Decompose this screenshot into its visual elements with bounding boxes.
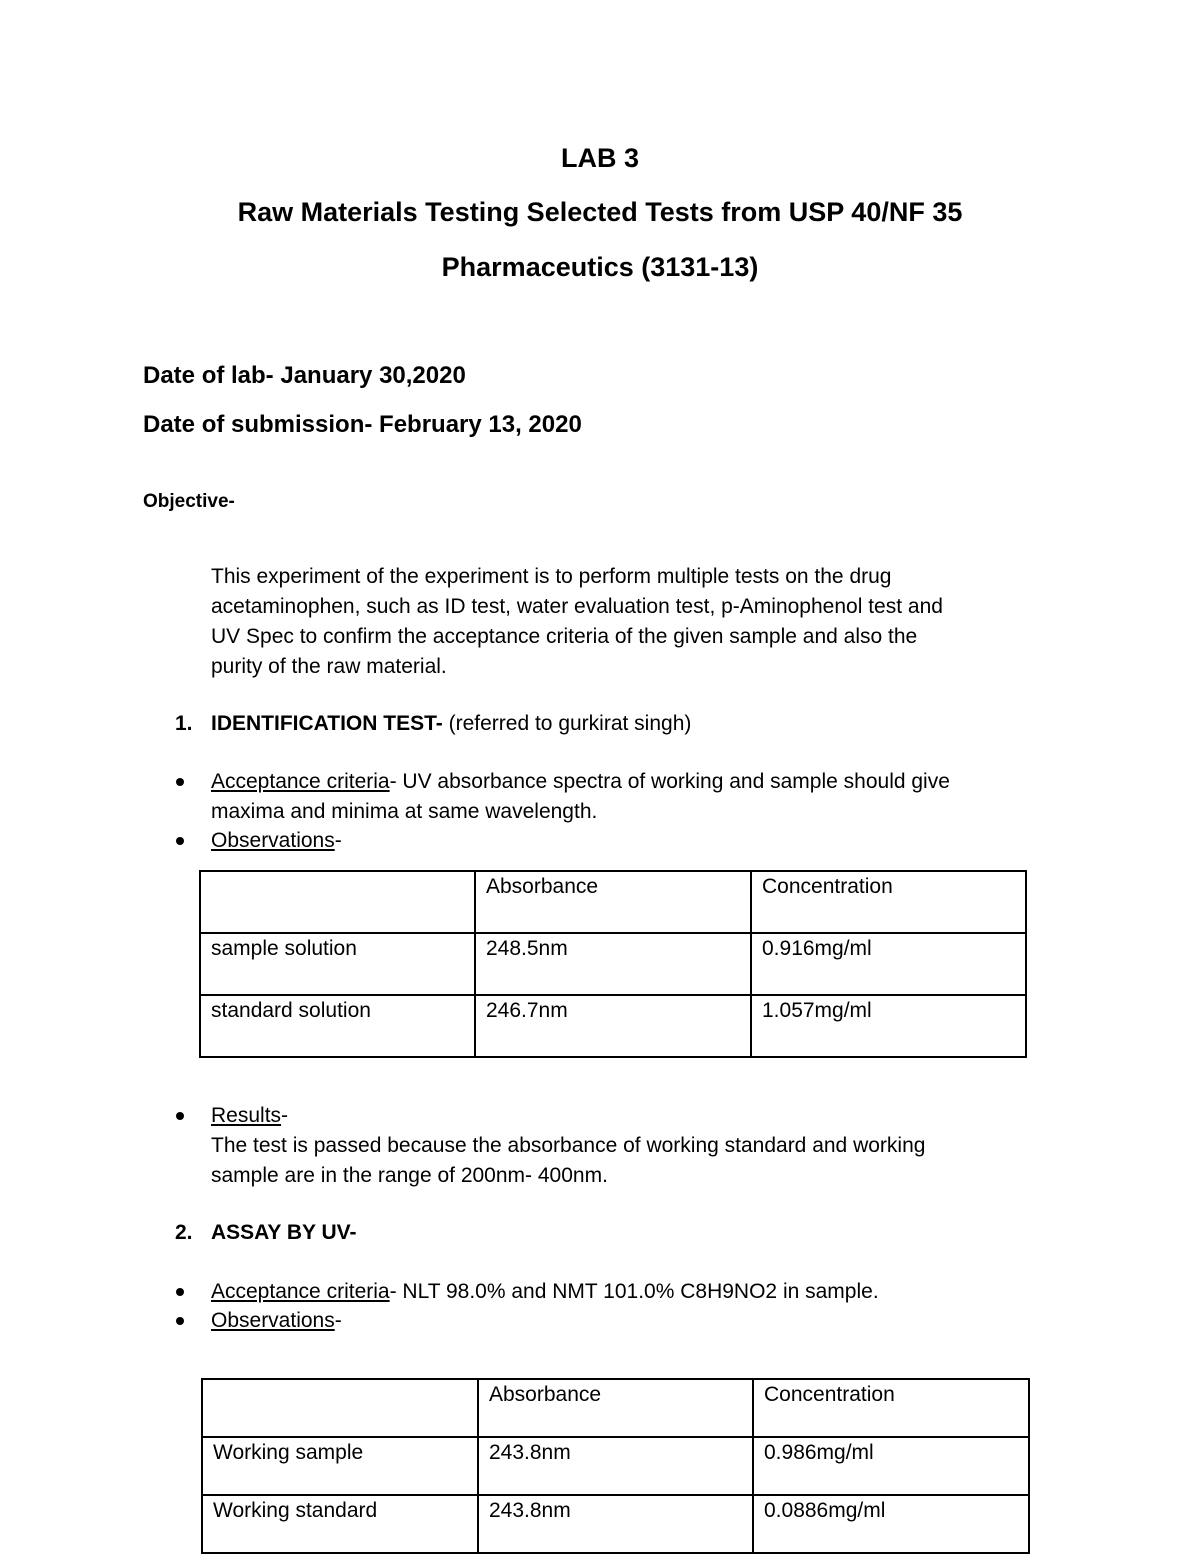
date-of-submission: Date of submission- February 13, 2020 bbox=[143, 411, 582, 438]
table-cell: Absorbance bbox=[478, 1379, 753, 1437]
table-header-row bbox=[202, 1379, 1029, 1437]
table-cell: sample solution bbox=[200, 933, 475, 995]
section-1-observations bbox=[211, 826, 342, 856]
bullet-icon bbox=[176, 1112, 184, 1120]
acceptance-criteria-text: - UV absorbance spectra of working and sample should give bbox=[389, 770, 950, 793]
objective-line: This experiment of the experiment is to perform multiple tests on the drug bbox=[211, 565, 892, 588]
section-2-number: 2. bbox=[175, 1221, 193, 1244]
table-cell bbox=[202, 1379, 478, 1437]
results-suffix: - bbox=[281, 1104, 289, 1127]
acceptance-criteria-text: - NLT 98.0% and NMT 101.0% C8H9NO2 in sample. bbox=[389, 1280, 879, 1303]
section-1-heading: IDENTIFICATION TEST- bbox=[211, 712, 443, 735]
section-1-heading-line bbox=[211, 709, 691, 739]
acceptance-criteria-label: Acceptance criteria bbox=[211, 770, 390, 793]
table-cell bbox=[200, 871, 475, 933]
acceptance-criteria-text-continued: maxima and minima at same wavelength. bbox=[211, 800, 598, 823]
observations-suffix: - bbox=[334, 829, 342, 852]
table-row bbox=[202, 1437, 1029, 1495]
objective-paragraph bbox=[211, 562, 943, 682]
table-cell: 0.0886mg/ml bbox=[753, 1495, 1029, 1553]
table-row bbox=[202, 1495, 1029, 1553]
section-1-results bbox=[211, 1101, 925, 1191]
table-cell: Concentration bbox=[753, 1379, 1029, 1437]
table-header-row bbox=[200, 871, 1026, 933]
table-cell: standard solution bbox=[200, 995, 475, 1057]
table-cell: Absorbance bbox=[475, 871, 751, 933]
course-title: Pharmaceutics (3131-13) bbox=[441, 252, 759, 282]
document-title: Raw Materials Testing Selected Tests from USP 40/NF 35 bbox=[237, 197, 963, 227]
section-1-acceptance bbox=[211, 767, 950, 827]
bullet-icon bbox=[176, 1288, 184, 1296]
results-text-continued: sample are in the range of 200nm- 400nm. bbox=[211, 1164, 608, 1187]
table-cell: Concentration bbox=[751, 871, 1026, 933]
table-cell: Working sample bbox=[202, 1437, 478, 1495]
acceptance-criteria-label: Acceptance criteria bbox=[211, 1280, 390, 1303]
section-1-note: (referred to gurkirat singh) bbox=[442, 712, 692, 735]
table-cell: 0.986mg/ml bbox=[753, 1437, 1029, 1495]
identification-observations-table bbox=[199, 870, 1027, 1058]
results-text: The test is passed because the absorbance of working standard and working bbox=[211, 1134, 926, 1157]
table-cell: 248.5nm bbox=[475, 933, 751, 995]
objective-line: UV Spec to confirm the acceptance criteria of the given sample and also the bbox=[211, 625, 918, 648]
results-label: Results bbox=[211, 1104, 282, 1127]
table-cell: 1.057mg/ml bbox=[751, 995, 1026, 1057]
section-2-observations bbox=[211, 1306, 342, 1336]
bullet-icon bbox=[176, 778, 184, 786]
assay-observations-table bbox=[201, 1378, 1030, 1554]
observations-label: Observations bbox=[211, 829, 335, 852]
observations-label: Observations bbox=[211, 1309, 335, 1332]
lab-number: LAB 3 bbox=[560, 143, 639, 173]
table-cell: 246.7nm bbox=[475, 995, 751, 1057]
objective-line: purity of the raw material. bbox=[211, 655, 447, 678]
objective-line: acetaminophen, such as ID test, water evaluation test, p-Aminophenol test and bbox=[211, 595, 943, 618]
section-1-number: 1. bbox=[175, 712, 193, 735]
table-cell: 243.8nm bbox=[478, 1495, 753, 1553]
section-2-heading: ASSAY BY UV- bbox=[211, 1221, 357, 1244]
observations-suffix: - bbox=[334, 1309, 342, 1332]
table-cell: Working standard bbox=[202, 1495, 478, 1553]
date-of-lab: Date of lab- January 30,2020 bbox=[143, 362, 466, 389]
bullet-icon bbox=[176, 837, 184, 845]
table-row bbox=[200, 933, 1026, 995]
objective-heading: Objective- bbox=[143, 491, 235, 512]
table-cell: 243.8nm bbox=[478, 1437, 753, 1495]
section-2-acceptance bbox=[211, 1277, 879, 1307]
table-row bbox=[200, 995, 1026, 1057]
bullet-icon bbox=[176, 1317, 184, 1325]
table-cell: 0.916mg/ml bbox=[751, 933, 1026, 995]
